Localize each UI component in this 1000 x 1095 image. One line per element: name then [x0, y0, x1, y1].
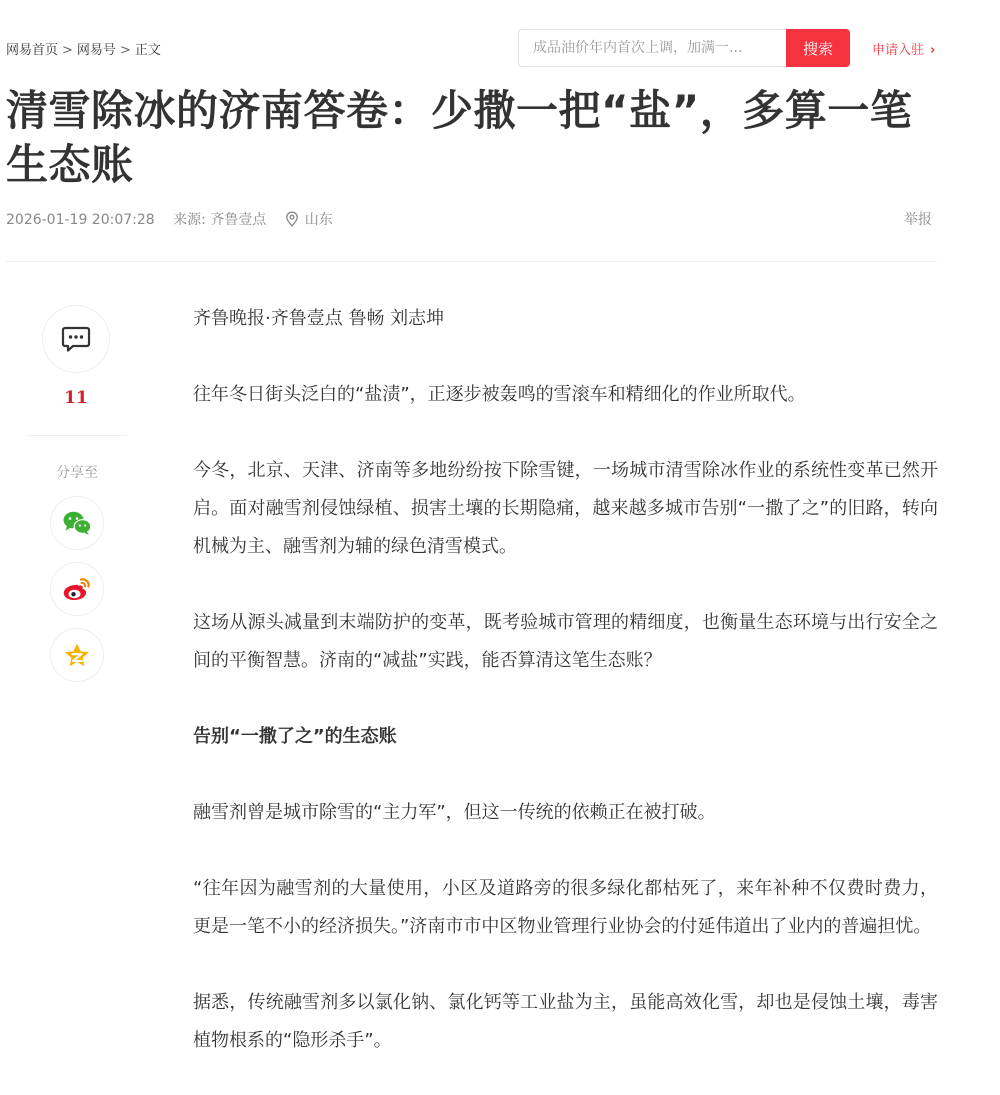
article-paragraph: 这场从源头减量到末端防护的变革，既考验城市管理的精细度，也衡量生态环境与出行安全之间的平衡智慧。济南的“减盐”实践，能否算清这笔生态账？ — [193, 612, 938, 671]
weibo-icon — [62, 576, 92, 602]
article-source: 来源: 齐鲁壹点 — [173, 212, 267, 228]
article-paragraph: 往年冬日街头泛白的“盐渍”，正逐步被轰鸣的雪滚车和精细化的作业所取代。 — [193, 384, 806, 405]
share-weibo-button[interactable] — [50, 562, 104, 616]
share-wechat-button[interactable] — [50, 496, 104, 550]
comment-count[interactable]: 11 — [64, 388, 88, 408]
article-paragraph: 今冬，北京、天津、济南等多地纷纷按下除雪键，一场城市清雪除冰作业的系统性变革已然开启。面对融雪剂侵蚀绿植、损害土壤的长期隐痛，越来越多城市告别“一撒了之”的旧路，转向机械为主、融雪剂为辅的绿色清雪模式。 — [193, 460, 938, 557]
publish-datetime: 2026-01-19 20:07:28 — [6, 212, 155, 228]
search-button[interactable]: 搜索 — [786, 29, 850, 67]
article-paragraph: 据悉，传统融雪剂多以氯化钠、氯化钙等工业盐为主，虽能高效化雪，却也是侵蚀土壤，毒害植物根系的“隐形杀手”。 — [193, 992, 938, 1051]
location-pin-icon — [285, 211, 299, 227]
article-byline: 齐鲁晚报·齐鲁壹点 鲁畅 刘志坤 — [193, 308, 445, 329]
article-paragraph: 融雪剂曾是城市除雪的“主力军”，但这一传统的依赖正在被打破。 — [193, 802, 716, 823]
article-section-heading: 告别“一撒了之”的生态账 — [193, 726, 397, 747]
article-body — [193, 300, 938, 1060]
location-label: 山东 — [304, 212, 333, 228]
search-box — [518, 29, 850, 67]
breadcrumb-item-netease-account[interactable]: 网易号 — [76, 43, 116, 58]
article-meta — [6, 209, 361, 229]
qzone-icon — [63, 642, 91, 669]
apply-join-link[interactable] — [872, 39, 935, 58]
comment-button[interactable] — [42, 305, 110, 373]
breadcrumb-separator: > — [119, 43, 131, 58]
article-title: 清雪除冰的济南答卷：少撒一把“盐”，多算一笔生态账 — [6, 86, 913, 189]
chevron-right-icon: › — [930, 43, 936, 58]
top-bar — [0, 0, 1000, 96]
comment-icon — [61, 325, 91, 353]
article-location — [285, 212, 347, 228]
search-input[interactable] — [518, 29, 786, 67]
report-link[interactable]: 举报 — [904, 212, 932, 228]
breadcrumb-separator: > — [62, 43, 73, 58]
breadcrumb-item-current: 正文 — [134, 43, 161, 58]
apply-join-label: 申请入驻 — [872, 43, 925, 58]
wechat-icon — [62, 510, 92, 536]
breadcrumb-item-home[interactable]: 网易首页 — [6, 43, 59, 58]
rail-divider — [27, 435, 127, 436]
share-qzone-button[interactable] — [50, 628, 104, 682]
breadcrumb — [6, 39, 161, 58]
header-divider — [6, 261, 937, 262]
share-label: 分享至 — [56, 465, 98, 481]
article-paragraph: “往年因为融雪剂的大量使用，小区及道路旁的很多绿化都枯死了，来年补种不仅费时费力，更是一笔不小的经济损失。”济南市市中区物业管理行业协会的付延伟道出了业内的普遍担忧。 — [193, 878, 938, 937]
